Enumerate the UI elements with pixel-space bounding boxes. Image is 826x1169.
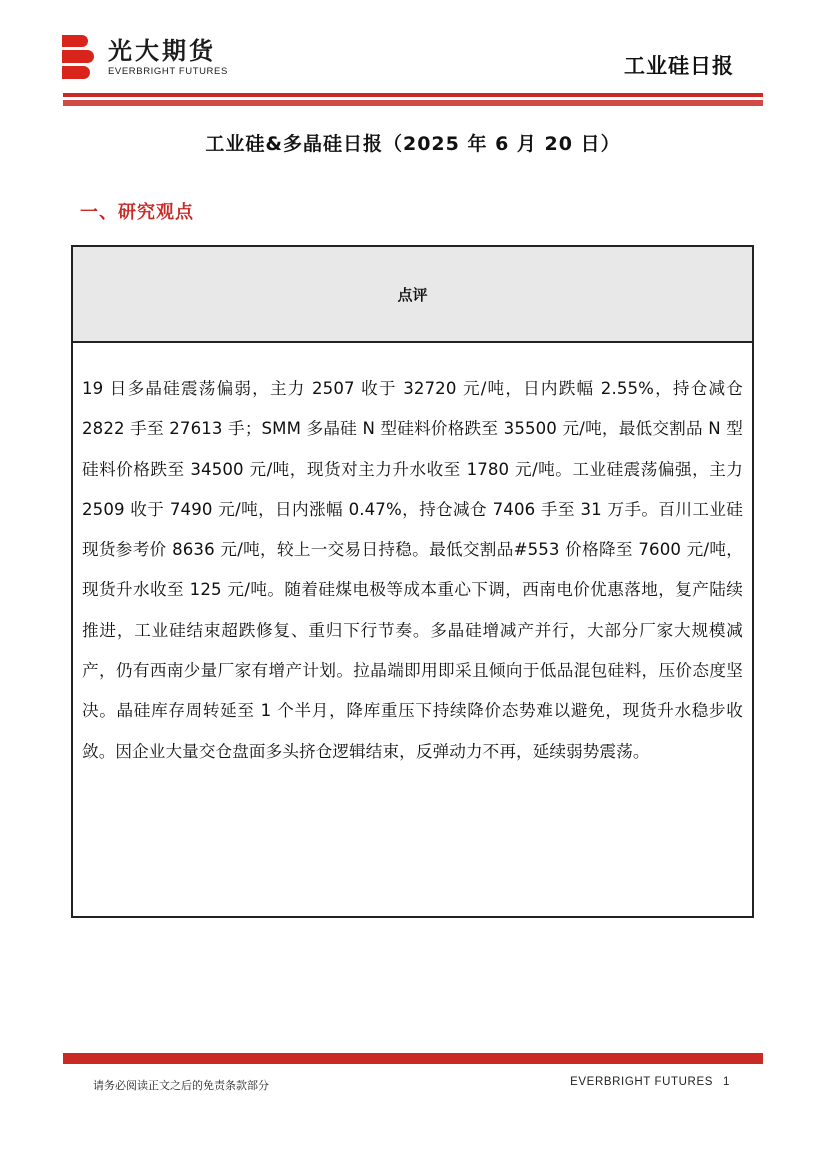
footer-brand — [570, 1076, 730, 1088]
commentary-body: 19 日多晶硅震荡偏弱，主力 2507 收于 32720 元/吨，日内跌幅 2.55%，持仓减仓 2822 手至 27613 手；SMM 多晶硅 N 型硅料价格跌至 35500 元/吨，最低交割品 N 型硅料价格跌至 34500 元/吨，现货对主力升水收至 1780 元/吨。工业硅震荡偏强，主力 2509 收于 7490 元/吨，日内涨幅 0.47%，持仓减仓 7406 手至 31 万手。百川工业硅现货参考价 8636 元/吨，较上一交易日持稳。最低交割品#553 价格降至 7600 元/吨，现货升水收至 125 元/吨。随着硅煤电极等成本重心下调，西南电价优惠落地，复产陆续推进，工业硅结束超跌修复、重归下行节奏。多晶硅增减产并行，大部分厂家大规模减产，仍有西南少量厂家有增产计划。拉晶端即用即采且倾向于低品混包硅料，压价态度坚决。晶硅库存周转延至 1 个半月，降库重压下持续降价态势难以避免，现货升水稳步收敛。因企业大量交仓盘面多头挤仓逻辑结束，反弹动力不再，延续弱势震荡。 — [82, 379, 743, 761]
document-title: 工业硅&多晶硅日报（2025 年 6 月 20 日） — [205, 133, 621, 155]
header-divider-thick — [63, 100, 763, 106]
company-logo — [62, 35, 228, 79]
commentary-panel — [71, 245, 754, 918]
header-divider — [63, 93, 763, 97]
section-heading: 一、研究观点 — [80, 202, 194, 223]
logo-english-name: EVERBRIGHT FUTURES — [108, 65, 228, 77]
logo-text — [108, 38, 228, 77]
logo-chinese-name: 光大期货 — [108, 36, 216, 65]
commentary-header-label: 点评 — [397, 285, 428, 304]
commentary-panel-header — [73, 247, 752, 343]
footer-divider — [63, 1053, 763, 1064]
page-number: 1 — [723, 1076, 730, 1088]
footer-brand-name: EVERBRIGHT FUTURES — [570, 1076, 713, 1088]
logo-mark-icon — [62, 35, 96, 79]
report-type-title: 工业硅日报 — [624, 54, 734, 78]
footer-disclaimer: 请务必阅读正文之后的免责条款部分 — [93, 1079, 269, 1092]
